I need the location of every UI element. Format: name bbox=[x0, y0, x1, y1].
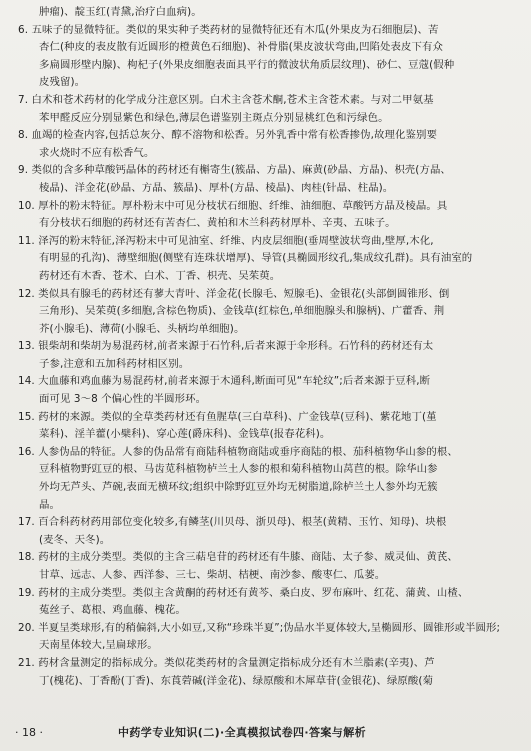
text-line: 杏仁(种皮的表皮散有近圆形的橙黄色石细胞)、补骨脂(果皮波状弯曲,凹陷处表皮下有众 bbox=[39, 41, 444, 54]
text-line: 11. 泽泻的粉末特征,泽泻粉末中可见油室、纤维、内皮层细胞(垂周壁波状弯曲,壁厚,木化, bbox=[18, 234, 434, 247]
text-line: (麦冬、天冬)。 bbox=[39, 533, 111, 546]
text-line: 19. 药材的主成分类型。类似主含黄酮的药材还有黄芩、桑白皮、罗布麻叶、红花、蒲黄、山楂、 bbox=[18, 586, 469, 599]
explanation-item bbox=[18, 233, 508, 286]
text-line: 苯甲醛反应分别显紫色和绿色,薄层色谱鉴别主斑点分别显桃红色和污绿色。 bbox=[39, 111, 389, 124]
explanation-item bbox=[18, 338, 508, 373]
text-line: 药材还有木香、苍术、白术、丁香、枳壳、吴茱萸。 bbox=[39, 269, 281, 282]
explanation-item bbox=[18, 549, 508, 584]
page-number: · 18 · bbox=[15, 726, 43, 739]
text-line: 外均无芦头、芦碗,表面无横环纹;组织中除野豇豆外均无树脂道,除栌兰土人参外均无簇 bbox=[39, 481, 438, 494]
text-line: 肿瘤)、靛玉红(青黛,治疗白血病)。 bbox=[39, 6, 202, 18]
explanation-item bbox=[18, 286, 508, 339]
text-line: 15. 药材的来源。类似的全草类药材还有鱼腥草(三白草科)、广金钱草(豆科)、紫花地丁(堇 bbox=[18, 410, 437, 423]
explanation-item bbox=[18, 620, 508, 655]
explanation-item bbox=[18, 585, 508, 620]
explanation-item bbox=[18, 444, 508, 514]
text-line: 有明显的孔沟)、薄壁细胞(侧壁有连珠状增厚)、导管(具椭圆形纹孔,集成纹孔群)。具有油室的 bbox=[39, 252, 473, 265]
text-line: 三角形)、吴茱萸(多细胞,含棕色物质)、金钱草(红棕色,单细胞腺头和腺柄)、广藿香、荆 bbox=[39, 305, 445, 318]
page-footer bbox=[0, 723, 531, 743]
explanation-item bbox=[18, 655, 508, 690]
explanation-item bbox=[18, 409, 508, 444]
explanation-item bbox=[18, 127, 508, 162]
text-line: 17. 百合科药材药用部位变化较多,有鳞茎(川贝母、浙贝母)、根茎(黄精、玉竹、知母)、块根 bbox=[18, 516, 447, 529]
text-line: 7. 白术和苍术药材的化学成分注意区别。白术主含苍术酮,苍术主含苍术素。与对二甲氨基 bbox=[18, 93, 434, 106]
text-line: 14. 大血藤和鸡血藤为易混药材,前者来源于木通科,断面可见“车轮纹”;后者来源于豆科,断 bbox=[18, 375, 431, 388]
text-line: 豆科植物野豇豆的根、马齿苋科植物栌兰土人参的根和菊科植物山莴苣的根。除华山参 bbox=[39, 463, 438, 476]
explanation-item bbox=[18, 373, 508, 408]
footer-title: 中药学专业知识(二)·全真模拟试卷四·答案与解析 bbox=[118, 726, 367, 739]
text-line: 面可见 3～8 个偏心性的半圆形环。 bbox=[39, 393, 207, 406]
text-line: 13. 银柴胡和柴胡为易混药材,前者来源于石竹科,后者来源于伞形科。石竹科的药材还有太 bbox=[18, 340, 434, 353]
text-line: 丁(槐花)、丁香酚(丁香)、东莨菪碱(洋金花)、绿原酸和木犀草苷(金银花)、绿原酸(菊 bbox=[39, 674, 434, 687]
explanation-item bbox=[18, 92, 508, 127]
text-line: 子参,注意和五加科药材相区别。 bbox=[39, 357, 190, 370]
text-line: 晶。 bbox=[39, 498, 60, 511]
text-line: 21. 药材含量测定的指标成分。类似花类药材的含量测定指标成分还有木兰脂素(辛夷)、芦 bbox=[18, 656, 435, 669]
text-line: 12. 类似具有腺毛的药材还有蓼大青叶、洋金花(长腺毛、短腺毛)、金银花(头部倒圆锥形、倒 bbox=[18, 287, 450, 300]
text-line: 求火烧时不应有松香气。 bbox=[39, 146, 155, 159]
text-line: 9. 类似的含多种草酸钙晶体的药材还有槲寄生(簇晶、方晶)、麻黄(砂晶、方晶)、枳壳(方晶、 bbox=[18, 164, 451, 177]
explanation-item bbox=[18, 162, 508, 197]
explanation-item bbox=[18, 4, 508, 22]
text-line: 有分枝状石细胞的药材还有苦杏仁、黄柏和木兰科药材厚朴、辛夷、五味子。 bbox=[39, 217, 396, 230]
text-line: 10. 厚朴的粉末特征。厚朴粉末中可见分枝状石细胞、纤维、油细胞、草酸钙方晶及棱晶。具 bbox=[18, 199, 448, 212]
text-line: 菜科)、淫羊藿(小檗科)、穿心莲(爵床科)、金钱草(报春花科)。 bbox=[39, 428, 331, 441]
text-line: 棱晶)、洋金花(砂晶、方晶、簇晶)、厚朴(方晶、棱晶)、肉桂(针晶、柱晶)。 bbox=[39, 181, 394, 194]
explanation-item bbox=[18, 22, 508, 92]
text-line: 天南星体较大,呈扁球形。 bbox=[39, 639, 158, 652]
text-line: 8. 血竭的检查内容,包括总灰分、醇不溶物和松香。另外乳香中常有松香掺伪,故理化鉴别要 bbox=[18, 129, 437, 142]
text-line: 多扁圆形壁内腺)、枸杞子(外果皮细胞表面具平行的微波状角质层纹理)、砂仁、豆蔻(假种 bbox=[39, 58, 455, 71]
text-line: 甘草、远志、人参、西洋参、三七、柴胡、桔梗、南沙参、酸枣仁、瓜蒌。 bbox=[39, 569, 386, 581]
explanation-item bbox=[18, 514, 508, 549]
explanation-item bbox=[18, 198, 508, 233]
text-line: 芥(小腺毛)、薄荷(小腺毛、头柄均单细胞)。 bbox=[39, 322, 245, 335]
text-line: 6. 五味子的显微特征。类似的果实种子类药材的显微特征还有木瓜(外果皮为石细胞层)、苦 bbox=[18, 23, 439, 36]
text-line: 菟丝子、葛根、鸡血藤、槐花。 bbox=[39, 604, 186, 617]
text-line: 20. 半夏呈类球形,有的稍偏斜,大小如豆,又称“珍珠半夏”;伪品水半夏体较大,呈椭圆形、圆锥形或半圆形; bbox=[18, 621, 501, 634]
answer-explanations bbox=[18, 4, 508, 690]
text-line: 皮残留)。 bbox=[39, 76, 86, 89]
text-line: 16. 人参伪品的特征。人参的伪品常有商陆科植物商陆或垂序商陆的根、茄科植物华山参的根、 bbox=[18, 445, 458, 458]
text-line: 18. 药材的主成分类型。类似的主含三萜皂苷的药材还有牛膝、商陆、太子参、威灵仙、黄芪、 bbox=[18, 551, 458, 564]
